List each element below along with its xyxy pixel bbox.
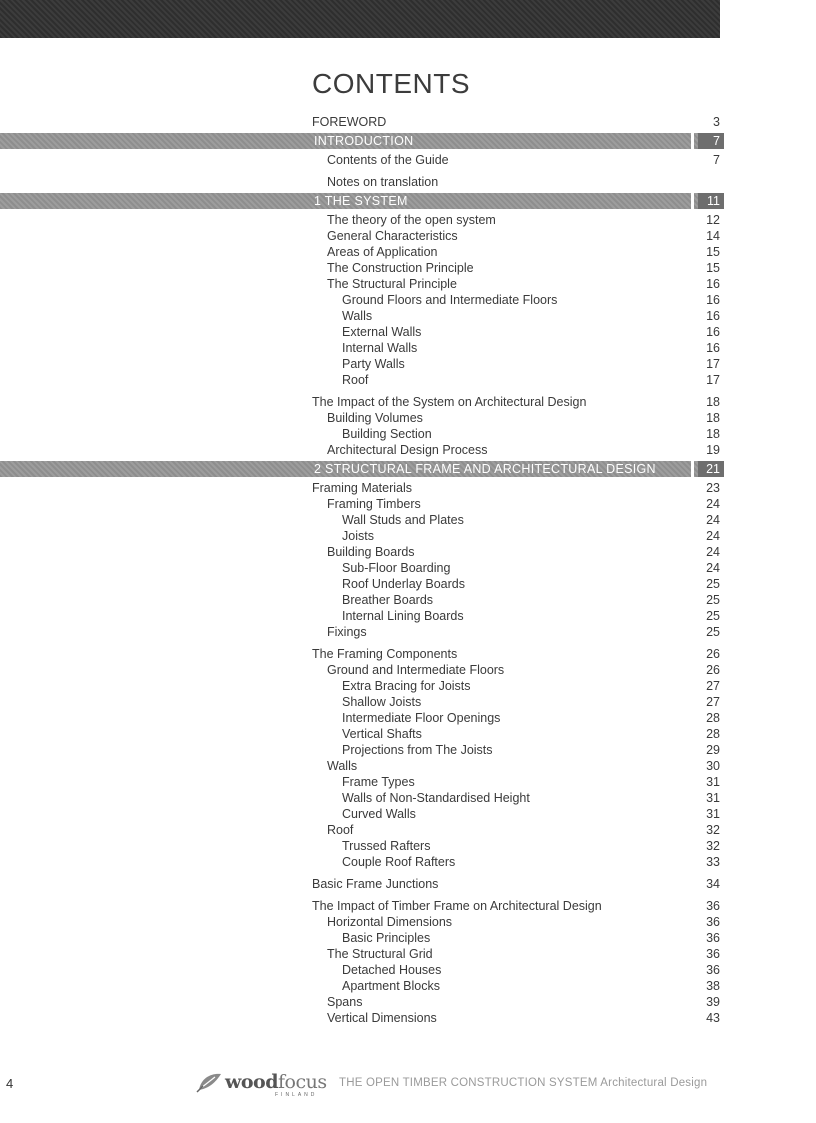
toc-entry-page: 3 xyxy=(713,115,720,129)
section-page-number: 7 xyxy=(698,133,724,149)
toc-entry-page: 38 xyxy=(706,979,720,993)
toc-entry-title: The theory of the open system xyxy=(327,213,496,227)
toc-entry xyxy=(0,946,720,962)
toc-entry-title: Contents of the Guide xyxy=(327,153,449,167)
toc-entry-title: Building Boards xyxy=(327,545,415,559)
toc-entry-title: The Impact of the System on Architectural Design xyxy=(312,395,587,409)
toc-entry xyxy=(0,544,720,560)
toc-entry-page: 30 xyxy=(706,759,720,773)
toc-entry xyxy=(0,806,720,822)
toc-entry-title: Areas of Application xyxy=(327,245,438,259)
toc-entry xyxy=(0,1010,720,1026)
toc-entry-page: 24 xyxy=(706,545,720,559)
toc-entry xyxy=(0,512,720,528)
toc-entry-page: 27 xyxy=(706,679,720,693)
toc-entry xyxy=(0,838,720,854)
toc-entry-page: 18 xyxy=(706,395,720,409)
toc-entry xyxy=(0,978,720,994)
toc-entry xyxy=(0,340,720,356)
toc-entry xyxy=(0,624,720,640)
toc-entry xyxy=(0,276,720,292)
toc-entry-title: Apartment Blocks xyxy=(342,979,440,993)
toc-entry-page: 23 xyxy=(706,481,720,495)
toc-entry-title: Fixings xyxy=(327,625,367,639)
toc-entry-title: Framing Materials xyxy=(312,481,413,495)
toc-entry-page: 26 xyxy=(706,663,720,677)
toc-entry-page: 24 xyxy=(706,529,720,543)
toc-entry-title: Breather Boards xyxy=(342,593,434,607)
toc-entry-page: 36 xyxy=(706,899,720,913)
toc-entry-title: Frame Types xyxy=(342,775,415,789)
toc-entry-page: 31 xyxy=(706,791,720,805)
toc-entry-title: Shallow Joists xyxy=(342,695,422,709)
toc-entry-page: 25 xyxy=(706,593,720,607)
toc-entry-title: Horizontal Dimensions xyxy=(327,915,453,929)
toc-entry-page: 24 xyxy=(706,561,720,575)
toc-entry-title: Couple Roof Rafters xyxy=(342,855,456,869)
toc-entry-page: 25 xyxy=(706,609,720,623)
toc-entry-page: 17 xyxy=(706,373,720,387)
toc-entry-page: 36 xyxy=(706,915,720,929)
page-number: 4 xyxy=(6,1076,14,1091)
toc-entry-page: 16 xyxy=(706,325,720,339)
toc-entry-page: 27 xyxy=(706,695,720,709)
toc-entry-title: Walls xyxy=(327,759,358,773)
toc-entry-title: Wall Studs and Plates xyxy=(342,513,464,527)
toc-entry-title: Extra Bracing for Joists xyxy=(342,679,471,693)
toc-entry-title: Ground Floors and Intermediate Floors xyxy=(342,293,558,307)
toc-entry-title: The Construction Principle xyxy=(327,261,474,275)
toc-entry-page: 29 xyxy=(706,743,720,757)
toc-entry xyxy=(0,694,720,710)
toc-entry-page: 16 xyxy=(706,293,720,307)
toc-entry xyxy=(0,356,720,372)
toc-section-heading xyxy=(0,133,724,149)
toc-entry xyxy=(0,962,720,978)
toc-entry-page: 36 xyxy=(706,947,720,961)
toc-entry-title: Vertical Dimensions xyxy=(327,1011,437,1025)
toc-entry-title: Notes on translation xyxy=(327,175,439,189)
section-page-number: 21 xyxy=(698,461,724,477)
section-divider xyxy=(691,133,694,149)
section-title: 2 STRUCTURAL FRAME AND ARCHITECTURAL DESIGN xyxy=(314,462,656,476)
toc-entry-title: Basic Frame Junctions xyxy=(312,877,439,891)
section-page-number: 11 xyxy=(698,193,724,209)
toc-entry-page: 7 xyxy=(713,153,720,167)
toc-entry xyxy=(0,496,720,512)
toc-entry xyxy=(0,576,720,592)
toc-entry xyxy=(0,442,720,458)
toc-entry-title: The Structural Grid xyxy=(327,947,433,961)
toc-section-heading xyxy=(0,461,724,477)
toc-entry-title: Joists xyxy=(342,529,374,543)
toc-entry-page: 24 xyxy=(706,513,720,527)
toc-entry-page: 16 xyxy=(706,341,720,355)
toc-entry-title: Detached Houses xyxy=(342,963,442,977)
toc-entry-page: 31 xyxy=(706,807,720,821)
toc-entry xyxy=(0,410,720,426)
toc-entry-title: Walls xyxy=(342,309,373,323)
toc-entry xyxy=(0,260,720,276)
toc-entry xyxy=(0,678,720,694)
page-title: CONTENTS xyxy=(312,68,470,99)
toc-section-heading xyxy=(0,193,724,209)
toc-entry-page: 19 xyxy=(706,443,720,457)
toc-entry xyxy=(0,324,720,340)
toc-entry-title: Framing Timbers xyxy=(327,497,421,511)
toc-entry-title: Building Volumes xyxy=(327,411,423,425)
toc-entry-page: 36 xyxy=(706,931,720,945)
woodfocus-logo xyxy=(195,1070,327,1098)
toc-entry-title: Basic Principles xyxy=(342,931,431,945)
toc-entry xyxy=(0,662,720,678)
toc-entry xyxy=(0,292,720,308)
toc-entry-title: Sub-Floor Boarding xyxy=(342,561,451,575)
toc-entry-title: FOREWORD xyxy=(312,115,387,129)
toc-entry-title: Curved Walls xyxy=(342,807,416,821)
toc-entry xyxy=(0,726,720,742)
toc-entry-page: 25 xyxy=(706,625,720,639)
toc-entry xyxy=(0,758,720,774)
toc-entry-page: 32 xyxy=(706,823,720,837)
toc-entry xyxy=(0,228,720,244)
toc-entry-page: 15 xyxy=(706,261,720,275)
toc-entry xyxy=(0,394,720,410)
toc-entry xyxy=(0,876,720,892)
toc-entry-title: Ground and Intermediate Floors xyxy=(327,663,505,677)
toc-entry-page: 12 xyxy=(706,213,720,227)
toc-entry-title: Walls of Non-Standardised Height xyxy=(342,791,530,805)
toc-entry-title: Building Section xyxy=(342,427,432,441)
table-of-contents xyxy=(0,114,816,1026)
toc-entry-page: 18 xyxy=(706,411,720,425)
toc-entry-title: Party Walls xyxy=(342,357,405,371)
section-title: 1 THE SYSTEM xyxy=(314,194,408,208)
toc-entry-page: 28 xyxy=(706,711,720,725)
toc-entry-page: 15 xyxy=(706,245,720,259)
footer-caption: THE OPEN TIMBER CONSTRUCTION SYSTEM Architectural Design xyxy=(339,1077,708,1089)
toc-entry xyxy=(0,560,720,576)
toc-entry xyxy=(0,592,720,608)
header-bar xyxy=(0,0,720,38)
toc-entry-page: 39 xyxy=(706,995,720,1009)
toc-entry-page: 36 xyxy=(706,963,720,977)
toc-entry-page: 34 xyxy=(706,877,720,891)
toc-entry xyxy=(0,114,720,130)
toc-entry xyxy=(0,426,720,442)
toc-entry-page: 26 xyxy=(706,647,720,661)
leaf-icon xyxy=(195,1070,225,1094)
toc-entry-title: Roof Underlay Boards xyxy=(342,577,465,591)
toc-entry-title: Trussed Rafters xyxy=(342,839,431,853)
toc-entry xyxy=(0,308,720,324)
toc-entry-page: 43 xyxy=(706,1011,720,1025)
toc-entry-page: 18 xyxy=(706,427,720,441)
toc-entry-title: Intermediate Floor Openings xyxy=(342,711,501,725)
toc-entry-title: General Characteristics xyxy=(327,229,458,243)
toc-entry-title: Spans xyxy=(327,995,363,1009)
toc-entry xyxy=(0,790,720,806)
toc-entry xyxy=(0,774,720,790)
toc-entry xyxy=(0,822,720,838)
toc-entry-page: 28 xyxy=(706,727,720,741)
toc-entry-title: Projections from The Joists xyxy=(342,743,493,757)
toc-entry-title: The Impact of Timber Frame on Architectural Design xyxy=(312,899,602,913)
toc-entry xyxy=(0,854,720,870)
toc-entry-title: Internal Walls xyxy=(342,341,418,355)
toc-entry xyxy=(0,646,720,662)
toc-entry xyxy=(0,994,720,1010)
toc-entry-page: 33 xyxy=(706,855,720,869)
toc-entry xyxy=(0,244,720,260)
toc-entry-title: Internal Lining Boards xyxy=(342,609,464,623)
toc-entry-title: The Structural Principle xyxy=(327,277,457,291)
toc-entry-page: 17 xyxy=(706,357,720,371)
toc-entry xyxy=(0,742,720,758)
toc-entry xyxy=(0,174,720,190)
toc-entry-page: 25 xyxy=(706,577,720,591)
toc-entry-title: Architectural Design Process xyxy=(327,443,488,457)
logo-subtitle: FINLAND xyxy=(275,1092,318,1098)
toc-entry xyxy=(0,608,720,624)
toc-entry-page: 24 xyxy=(706,497,720,511)
section-divider xyxy=(691,193,694,209)
toc-entry-page: 16 xyxy=(706,309,720,323)
logo-wordmark: woodfocus xyxy=(225,1071,327,1093)
toc-entry-title: Roof xyxy=(327,823,354,837)
toc-entry-page: 14 xyxy=(706,229,720,243)
toc-entry-page: 31 xyxy=(706,775,720,789)
toc-entry xyxy=(0,480,720,496)
toc-entry-title: External Walls xyxy=(342,325,422,339)
toc-entry xyxy=(0,528,720,544)
toc-entry xyxy=(0,930,720,946)
toc-entry xyxy=(0,914,720,930)
toc-entry-title: Roof xyxy=(342,373,369,387)
toc-entry-title: Vertical Shafts xyxy=(342,727,422,741)
section-divider xyxy=(691,461,694,477)
toc-entry-page: 16 xyxy=(706,277,720,291)
toc-entry xyxy=(0,372,720,388)
toc-entry xyxy=(0,212,720,228)
toc-entry-page: 32 xyxy=(706,839,720,853)
toc-entry xyxy=(0,152,720,168)
toc-entry xyxy=(0,710,720,726)
toc-entry xyxy=(0,898,720,914)
section-title: INTRODUCTION xyxy=(314,134,414,148)
toc-entry-title: The Framing Components xyxy=(312,647,458,661)
